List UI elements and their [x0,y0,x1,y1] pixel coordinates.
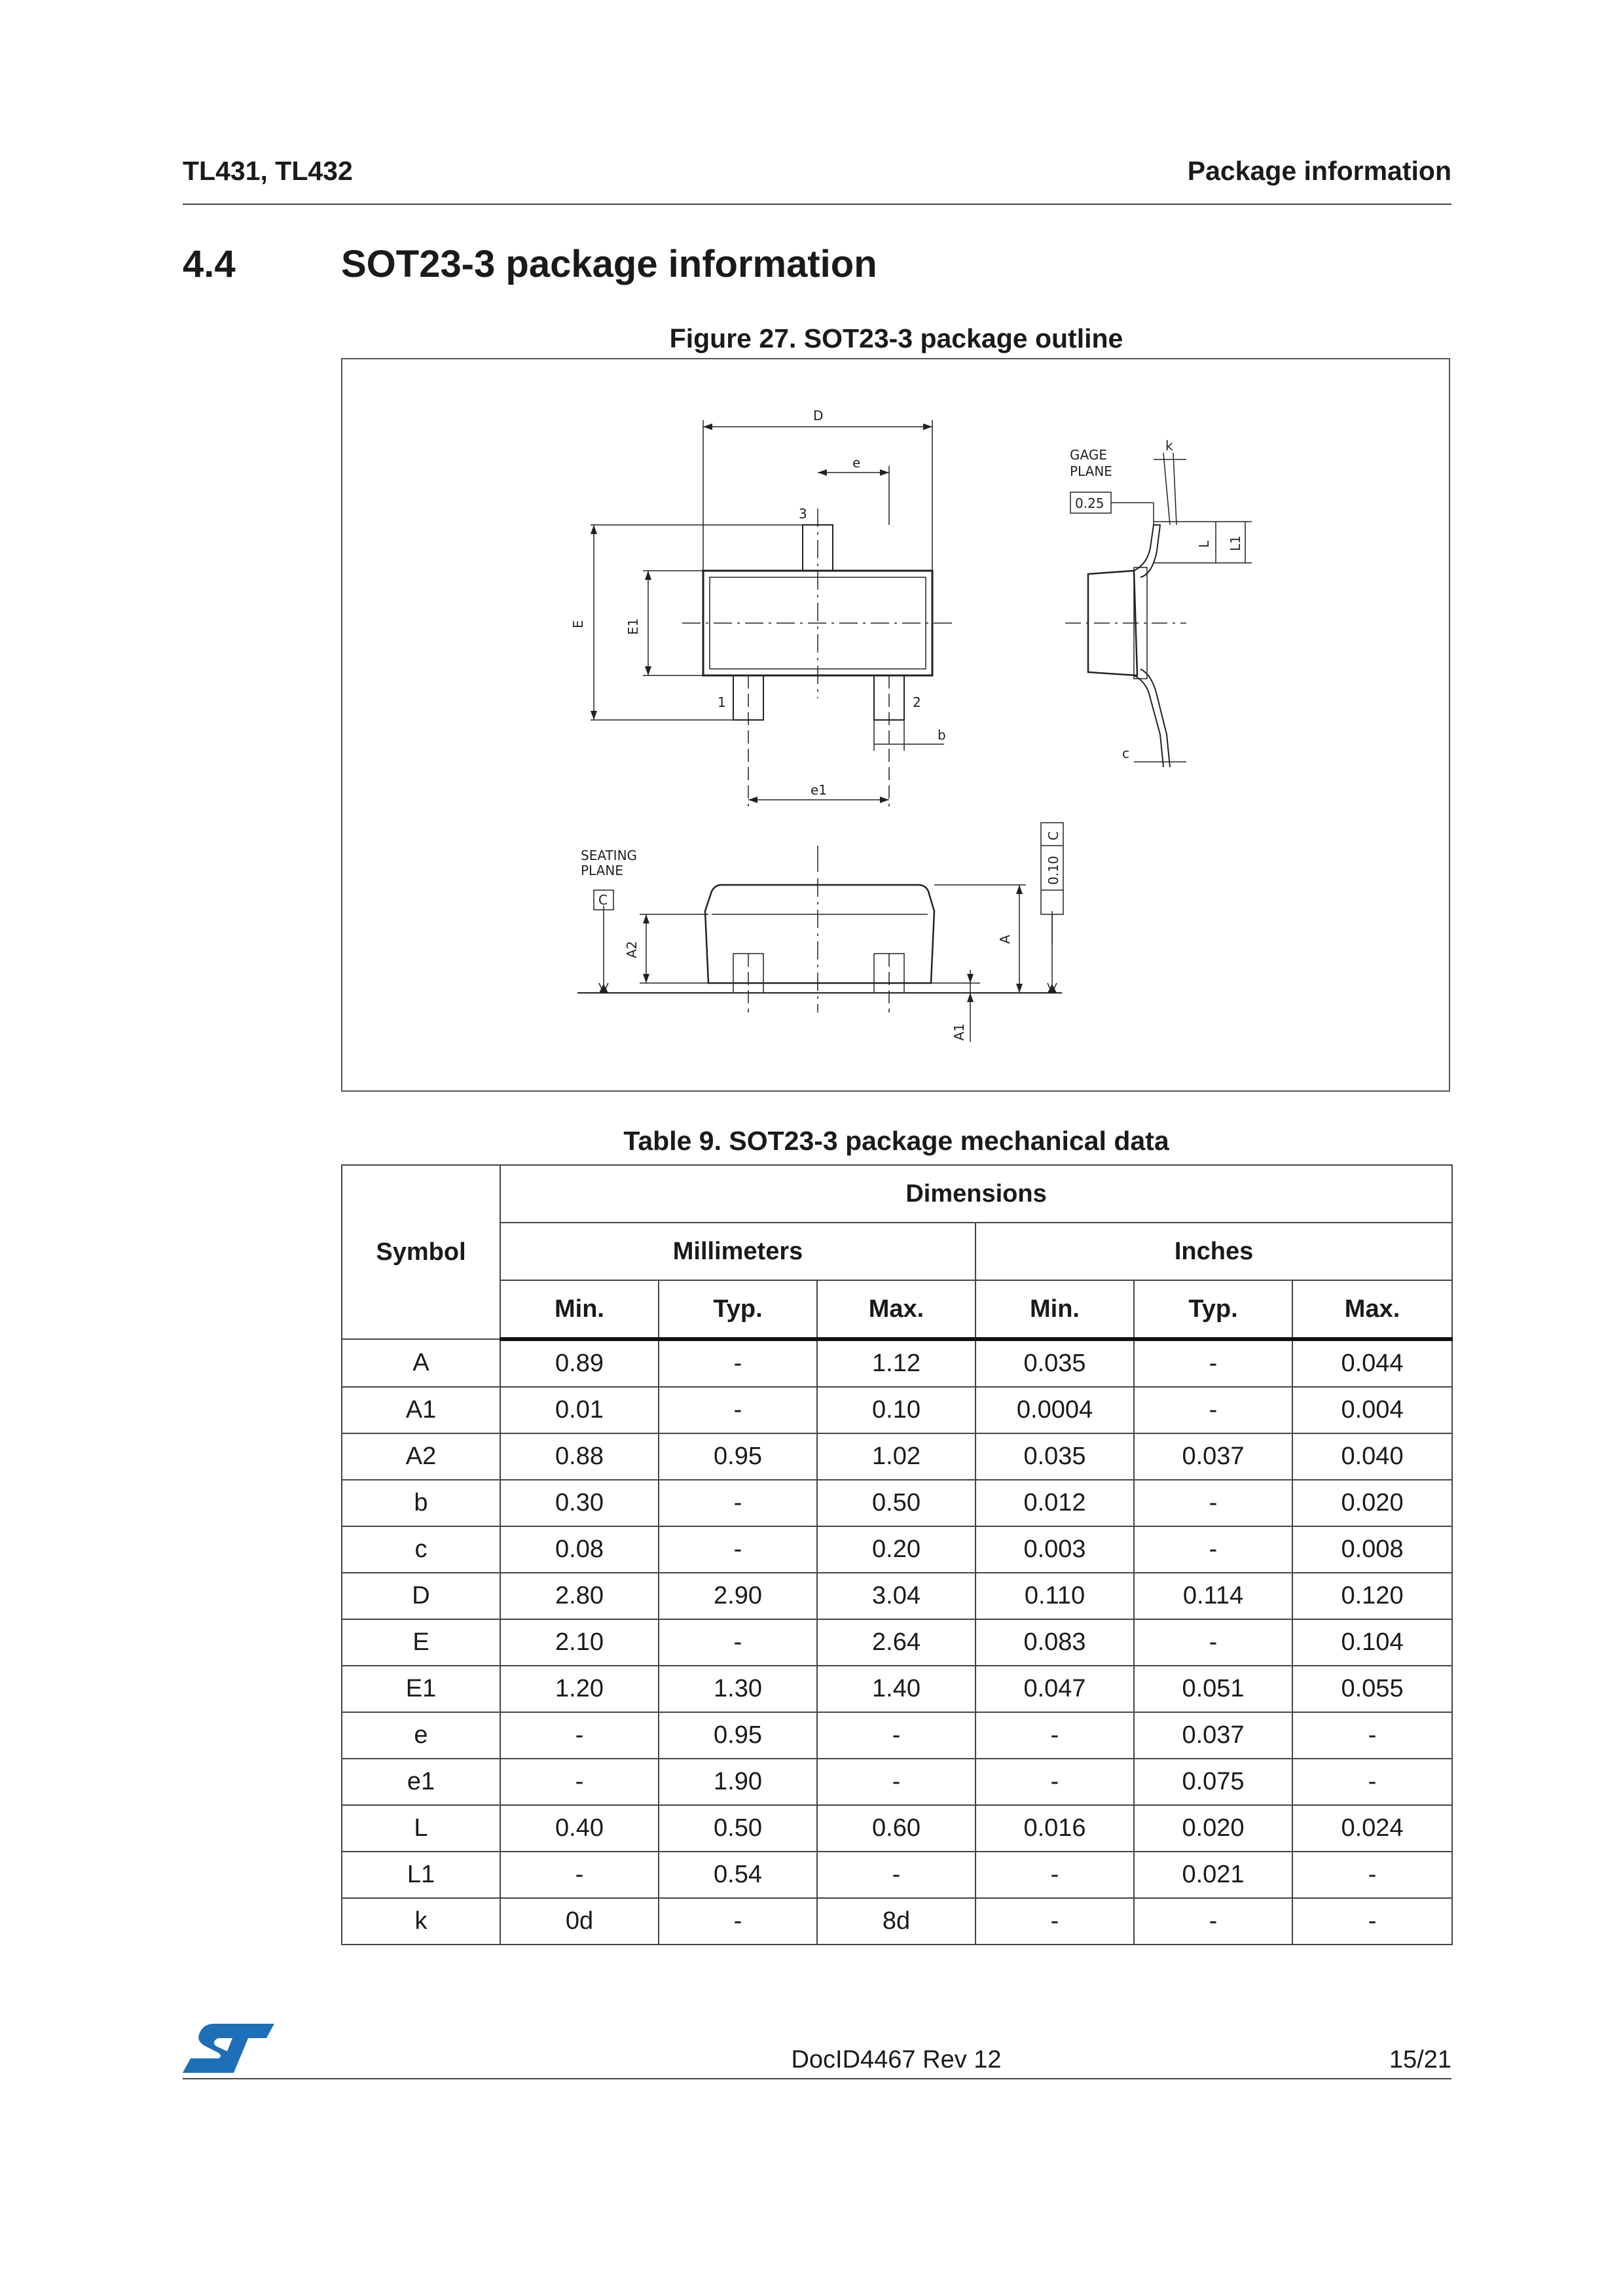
cell: 0.50 [659,1805,817,1852]
table-body [342,1339,1452,1945]
front-view [577,823,1063,1042]
cell: 0.50 [817,1480,976,1526]
cell: - [500,1712,659,1759]
cell: 0.020 [1292,1480,1452,1526]
table-row [342,1480,1452,1526]
table-row [342,1573,1452,1619]
label-A2: A2 [624,941,640,958]
label-gage-plane-2: PLANE [1070,463,1112,479]
label-A: A [997,935,1013,944]
cell: 0.95 [659,1712,817,1759]
cell: 0.044 [1292,1339,1452,1387]
cell: 0.08 [500,1526,659,1573]
cell: D [342,1573,500,1619]
cell: 0.88 [500,1433,659,1480]
cell: - [1134,1480,1292,1526]
cell: A1 [342,1387,500,1433]
cell: 2.90 [659,1573,817,1619]
cell: 0.024 [1292,1805,1452,1852]
label-gauge-value: 0.25 [1075,495,1104,511]
cell: 0.035 [976,1433,1134,1480]
cell: - [1134,1898,1292,1945]
cell: 0.083 [976,1619,1134,1666]
label-e1: e1 [811,782,828,798]
table-row [342,1339,1452,1387]
cell: 0.040 [1292,1433,1452,1480]
cell: A [342,1339,500,1387]
label-flatness: 0.10 [1046,855,1061,885]
header-mm-min: Min. [500,1280,659,1339]
mechanical-data-table [341,1164,1453,1945]
cell: 0.020 [1134,1805,1292,1852]
cell: 1.02 [817,1433,976,1480]
cell: 1.90 [659,1759,817,1805]
table-caption: Table 9. SOT23-3 package mechanical data [623,1126,1169,1156]
cell: 8d [817,1898,976,1945]
header-mm-max: Max. [817,1280,976,1339]
cell: 0.037 [1134,1433,1292,1480]
cell: 0.104 [1292,1619,1452,1666]
label-b: b [938,727,946,743]
table-row [342,1805,1452,1852]
header-part-number: TL431, TL432 [183,156,353,186]
footer-page-number: 15/21 [1389,2046,1451,2073]
cell: 0.037 [1134,1712,1292,1759]
cell: 0.01 [500,1387,659,1433]
label-flatness-datum: C [1046,831,1061,840]
table-row [342,1759,1452,1805]
cell: 0.110 [976,1573,1134,1619]
cell: - [659,1339,817,1387]
label-pin2: 2 [913,694,921,710]
cell: b [342,1480,500,1526]
cell: 0.89 [500,1339,659,1387]
cell: 0.008 [1292,1526,1452,1573]
cell: c [342,1526,500,1573]
cell: - [659,1526,817,1573]
label-pin3: 3 [799,506,807,522]
header-divider [183,204,1451,205]
cell: 0.016 [976,1805,1134,1852]
cell: 0.021 [1134,1852,1292,1898]
cell: 0.047 [976,1666,1134,1712]
cell: - [976,1759,1134,1805]
cell: 1.20 [500,1666,659,1712]
cell: - [976,1712,1134,1759]
table-row [342,1526,1452,1573]
cell: 0.10 [817,1387,976,1433]
cell: 2.80 [500,1573,659,1619]
st-logo [183,2024,274,2076]
cell: - [976,1898,1134,1945]
cell: 0d [500,1898,659,1945]
label-pin1: 1 [718,694,726,710]
figure-caption: Figure 27. SOT23-3 package outline [669,323,1123,353]
cell: 0.30 [500,1480,659,1526]
cell: 0.20 [817,1526,976,1573]
cell: - [1292,1759,1452,1805]
label-D: D [813,408,824,423]
cell: - [659,1619,817,1666]
cell: 2.64 [817,1619,976,1666]
header-in-max: Max. [1292,1280,1452,1339]
cell: 0.055 [1292,1666,1452,1712]
label-seating-plane-1: SEATING [581,848,638,863]
label-A1: A1 [951,1023,967,1041]
header-symbol: Symbol [342,1165,500,1339]
cell: - [1134,1387,1292,1433]
cell: 0.114 [1134,1573,1292,1619]
cell: 0.120 [1292,1573,1452,1619]
cell: - [500,1852,659,1898]
cell: 0.051 [1134,1666,1292,1712]
label-E1: E1 [625,618,641,635]
header-in-typ: Typ. [1134,1280,1292,1339]
cell: - [1292,1712,1452,1759]
label-gage-plane-1: GAGE [1070,447,1107,463]
label-k: k [1165,438,1173,454]
cell: - [1134,1619,1292,1666]
cell: 0.003 [976,1526,1134,1573]
label-e: e [852,455,861,471]
cell: k [342,1898,500,1945]
cell: - [1134,1339,1292,1387]
table-row [342,1898,1452,1945]
cell: - [817,1712,976,1759]
cell: - [1134,1526,1292,1573]
section-number: 4.4 [183,243,236,285]
cell: 1.12 [817,1339,976,1387]
table-row [342,1387,1452,1433]
footer-divider [183,2078,1451,2079]
header-section: Package information [1187,156,1451,186]
label-datum-c: C [598,892,608,908]
cell: 0.075 [1134,1759,1292,1805]
cell: 0.012 [976,1480,1134,1526]
table-row [342,1619,1452,1666]
cell: E1 [342,1666,500,1712]
header-millimeters: Millimeters [500,1223,976,1280]
header-dimensions: Dimensions [500,1165,1452,1223]
label-c: c [1122,745,1129,761]
label-L1: L1 [1228,535,1243,551]
cell: 3.04 [817,1573,976,1619]
cell: 2.10 [500,1619,659,1666]
cell: - [817,1852,976,1898]
package-outline-figure [341,358,1450,1092]
cell: - [976,1852,1134,1898]
cell: - [500,1759,659,1805]
cell: e [342,1712,500,1759]
package-outline-drawing [342,359,1449,1090]
label-L: L [1196,540,1212,548]
cell: E [342,1619,500,1666]
cell: 0.004 [1292,1387,1452,1433]
table-row [342,1852,1452,1898]
cell: - [659,1387,817,1433]
cell: 0.95 [659,1433,817,1480]
section-title: SOT23-3 package information [341,243,877,285]
cell: - [1292,1852,1452,1898]
cell: 1.40 [817,1666,976,1712]
cell: e1 [342,1759,500,1805]
cell: - [817,1759,976,1805]
cell: A2 [342,1433,500,1480]
cell: 0.60 [817,1805,976,1852]
cell: 0.54 [659,1852,817,1898]
table-row [342,1433,1452,1480]
cell: 0.0004 [976,1387,1134,1433]
st-logo-icon [183,2024,274,2073]
cell: - [659,1898,817,1945]
cell: - [1292,1898,1452,1945]
label-E: E [570,620,586,628]
header-inches: Inches [976,1223,1452,1280]
table-row [342,1712,1452,1759]
cell: 0.035 [976,1339,1134,1387]
label-seating-plane-2: PLANE [581,863,623,878]
cell: 1.30 [659,1666,817,1712]
cell: L [342,1805,500,1852]
cell: - [659,1480,817,1526]
header-in-min: Min. [976,1280,1134,1339]
footer-doc-id: DocID4467 Rev 12 [791,2046,1002,2073]
top-view [591,420,954,806]
header-mm-typ: Typ. [659,1280,817,1339]
table-row [342,1666,1452,1712]
cell: 0.40 [500,1805,659,1852]
cell: L1 [342,1852,500,1898]
